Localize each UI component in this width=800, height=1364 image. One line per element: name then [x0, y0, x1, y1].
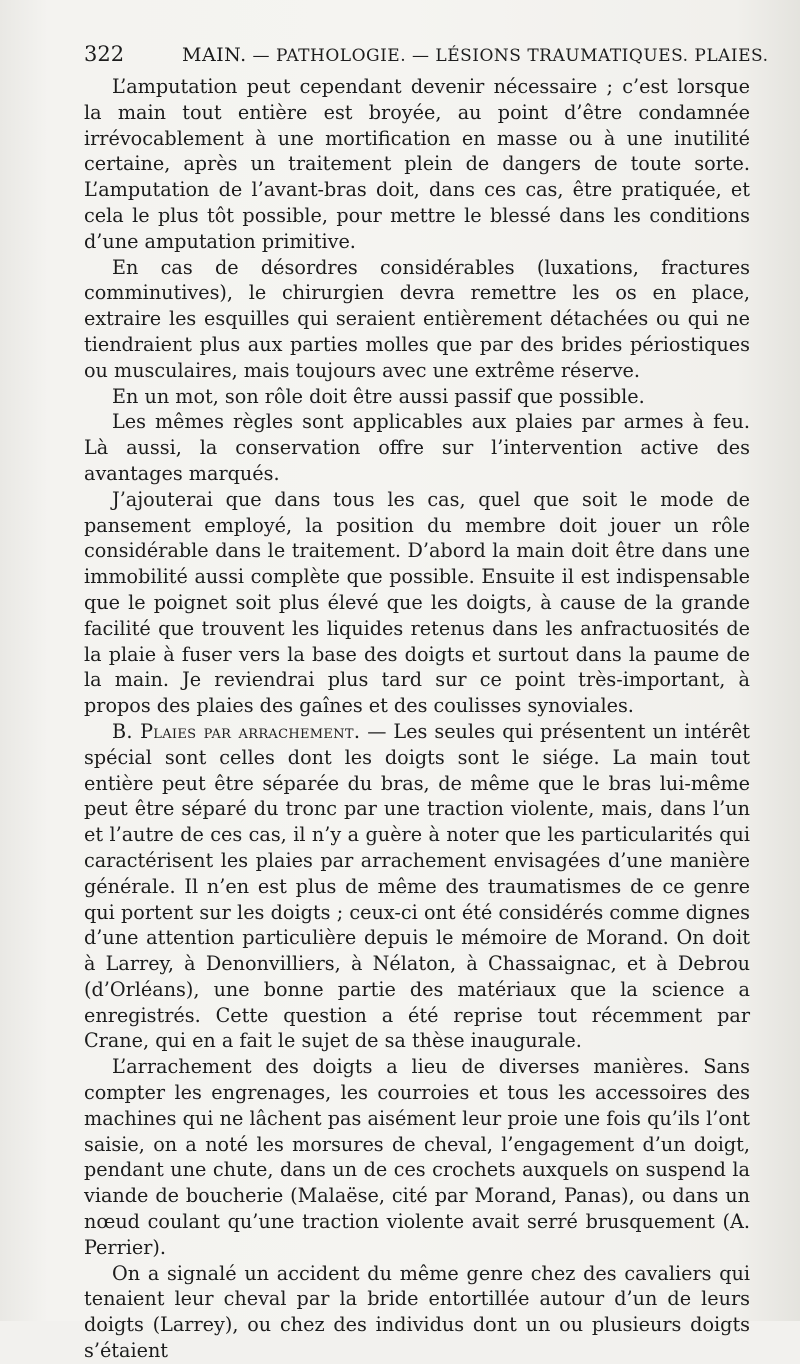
paragraph — [84, 1054, 750, 1260]
running-title-rest: — PATHOLOGIE. — LÉSIONS TRAUMATIQUES. PLAIES. — [246, 46, 769, 66]
running-title-main: MAIN. — [182, 44, 247, 66]
paragraph — [84, 1261, 750, 1364]
page-number: 322 — [84, 42, 125, 66]
paragraph-text: En cas de désordres considérables (luxations, fractures comminutives), le chirurgien devra remettre les os en place, extraire les esquilles qui seraient entièrement détachées ou qui ne tiendraient plus aux parties molles que par des brides périostiques ou musculaires, mais toujours avec une extrême réserve. — [84, 255, 750, 382]
section-heading: B. Plaies par arrachement. — [112, 719, 361, 743]
paragraph-text: L’arrachement des doigts a lieu de diverses manières. Sans compter les engrenages, les courroies et tous les accessoires des machines qui ne lâchent pas aisément leur proie une fois qu’ils l’ont saisie, on a noté les morsures de cheval, l’engagement d’un doigt, pendant une chute, dans un de ces crochets auxquels on suspend la viande de boucherie (Malaëse, cité par Morand, Panas), ou dans un nœud coulant qu’une traction violente avait serré brusquement (A. Perrier). — [84, 1055, 750, 1259]
paragraph-text: On a signalé un accident du même genre chez des cavaliers qui tenaient leur cheval par la bride entortillée autour d’un de leurs doigts (Larrey), ou chez des individus dont un ou plusieurs doigts s’étaient — [84, 1261, 750, 1363]
paragraph-text: En un mot, son rôle doit être aussi passif que possible. — [112, 384, 645, 408]
paragraph — [84, 409, 750, 486]
paragraph — [84, 384, 750, 410]
paragraph-text: — Les seules qui présentent un intérêt spécial sont celles dont les doigts sont le siége. La main tout entière peut être séparée du bras, de même que le bras lui-même peut être séparé du tronc par une traction violente, mais, dans l’un et l’autre de ces cas, il n’y a guère à noter que les particularités qui caractérisent les plaies par arrachement envisagées d’une manière générale. Il n’en est plus de même des traumatismes de ce genre qui portent sur les doigts ; ceux-ci ont été considérés comme dignes d’une attention particulière depuis le mémoire de Morand. On doit à Larrey, à Denonvilliers, à Nélaton, à Chassaignac, et à Debrou (d’Orléans), une bonne partie des matériaux que la science a enregistrés. Cette question a été reprise tout récemment par Crane, qui en a fait le sujet de sa thèse inaugurale. — [84, 719, 750, 1053]
paragraph-text: Les mêmes règles sont applicables aux plaies par armes à feu. Là aussi, la conservation offre sur l’intervention active des avantages marqués. — [84, 410, 750, 485]
paragraph — [84, 719, 750, 1054]
paragraph — [84, 487, 750, 719]
paragraph-text: L’amputation peut cependant devenir nécessaire ; c’est lorsque la main tout entière est broyée, au point d’être condamnée irrévocablement à une mortification en masse ou à une inutilité certaine, après un traitement plein de dangers de toute sorte. L’amputation de l’avant-bras doit, dans ces cas, être pratiquée, et cela le plus tôt possible, pour mettre le blessé dans les conditions d’une amputation primitive. — [84, 75, 750, 253]
paragraph — [84, 74, 750, 255]
paragraph — [84, 255, 750, 384]
running-title — [182, 44, 768, 66]
running-header — [84, 40, 769, 70]
page-body — [84, 74, 750, 1364]
paragraph-text: J’ajouterai que dans tous les cas, quel que soit le mode de pansement employé, la position du membre doit jouer un rôle considérable dans le traitement. D’abord la main doit être dans une immobilité aussi complète que possible. Ensuite il est indispensable que le poignet soit plus élevé que les doigts, à cause de la grande facilité que trouvent les liquides retenus dans les anfractuosités de la plaie à fuser vers la base des doigts et surtout dans la paume de la main. Je reviendrai plus tard sur ce point très-important, à propos des plaies des gaînes et des coulisses synoviales. — [84, 487, 750, 718]
